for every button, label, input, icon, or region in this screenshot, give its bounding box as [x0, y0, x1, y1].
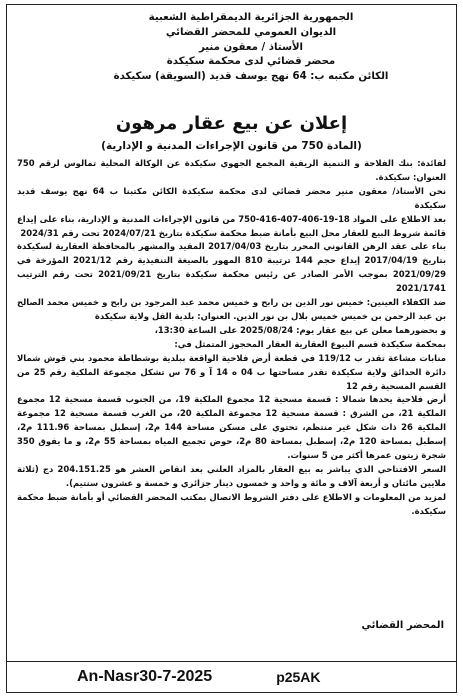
body-paragraph-bailiff: نحن الأستاذ/ معقون منير محضر قضائي لدى محكمة سكيكدة الكائن مكتبنا ب 64 نهج يوسف قديد سكيكدة — [17, 185, 446, 210]
header-address: الكائن مكتبه ب: 64 نهج يوسف قديد (السويقة) سكيكدة — [113, 71, 389, 83]
announcement-body — [17, 157, 446, 519]
body-paragraph-property: منابات مشاعة تقدر ب 119/12 في قطعة أرض فلاحية الواقعة ببلدية بوشطاطة محمود بني قوش شمالا دائرة الحدائق ولاية سكيكدة تقدر مساحتها ب 04 ه 14 آ و 76 س تشكل مجموعة الملكية رقم 25 من القسم المسحية رقم 12 — [17, 352, 446, 391]
body-paragraph-boundaries: أرض فلاحية يحدها شمالا : قسمة مسحية 12 مجموع الملكية 19، من الجنوب قسمة مسحية 12 مجموع الملكية 21، من الشرق : قسمة مسحية 12 مجموعة الملكية 20، من الغرب قسمة مسحية 12 مجموعة الملكية 26 ذات شكل غير منتظم، تحتوي على مسكن مساحة 144 م2، إسطبل بمساحة 111.96 م2، إسطبل بمساحة 120 م2، إسطبل بمساحة 80 م2، حوض تجميع المياه بمساحة 55 م2، و ما يفوق 350 شجرة زيتون عمرها أكثر من 5 سنوات. — [17, 394, 447, 461]
body-paragraph-price: السعر الافتتاحي الذي يباشر به بيع العقار بالمزاد العلني بعد انقاص العشر هو 204.151.25 دج (ثلاثة ملايين مائتان و أربعة آلاف و مائة و واحد و خمسون دينار جزائري و خمسة و عشرون سنتيم). — [17, 463, 446, 488]
publication-footer — [7, 661, 456, 692]
publication-reference: An-Nasr30-7-2025 — [77, 668, 213, 685]
header-bailiff-name: الأستاذ / معقون منير — [198, 41, 304, 53]
body-paragraph-court-section: بمحكمة سكيكدة قسم البيوع العقارية العقار المحجوز المتمثل في: — [174, 338, 446, 349]
header-court: محضر قضائي لدى محكمة سكيكدة — [166, 56, 336, 68]
body-paragraph-mortgage: بناء على عقد الرهن القانوني المحرر بتاريخ 2017/04/03 المقيد والمشهر بالمحافظة العقارية لسكيكدة بتاريخ 2017/04/19 إيداع حجم 144 ترتيبة 810 المهور بالصيغة التنفيذية رقم 2021/12 المؤرخة في 2021/09/29 بموجب الأمر الصادر عن رئيس محكمة سكيكدة بتاريخ 2021/09/21 تحت رقم الترتيب 2021/1741 — [17, 241, 447, 294]
header-republic: الجمهورية الجزائرية الديمقراطية الشعبية — [148, 12, 354, 23]
legal-reference: (المادة 750 من قانون الإجراءات المدنية و الإدارية) — [101, 140, 362, 152]
ad-code: p25AK — [276, 669, 321, 685]
body-paragraph-sale-date: و بحضورهما معلن عن بيع عقار يوم: 2025/08/24 على الساعة 13:30، — [154, 324, 446, 335]
body-paragraph-contact: لمزيد من المعلومات و الاطلاع على دفتر الشروط الاتصال بمكتب المحضر القضائي أو بأمانة ضبط محكمة سكيكدة. — [17, 491, 446, 516]
body-paragraph-guarantors: ضد الكفلاء العينين: خميس نور الدين بن رابح و خميس محمد عبد المرجود بن رابح و خميس محمد الصالح بن عبد الرحمن بن خميس خميس بلال بن نور الدين. العنوان: بلدية القل ولاية سكيكدة — [17, 297, 446, 321]
signature-label: المحضر القضائي — [361, 620, 444, 631]
body-paragraph-beneficiary: لفائدة: بنك الفلاحة و التنمية الريفية المجمع الجهوي سكيكدة عن الوكالة المحلية تمالوس لرقم 750 العنوان: سكيكدة. — [17, 158, 446, 182]
announcement-title: إعلان عن بيع عقار مرهون — [115, 113, 348, 134]
bailiff-letterhead — [56, 11, 446, 85]
announcement-page — [6, 4, 457, 693]
body-paragraph-legal-basis: بعد الاطلاع على المواد 18-19-406-407-416-750 من قانون الإجراءات المدنية و الإدارية، بناء على إيداع قائمة شروط البيع للعقار محل البيع بأمانة ضبط محكمة سكيكدة بتاريخ 2024/07/21 تحت رقم 2024/31 — [17, 213, 446, 238]
header-office: الديوان العمومي للمحضر القضائي — [165, 26, 337, 38]
